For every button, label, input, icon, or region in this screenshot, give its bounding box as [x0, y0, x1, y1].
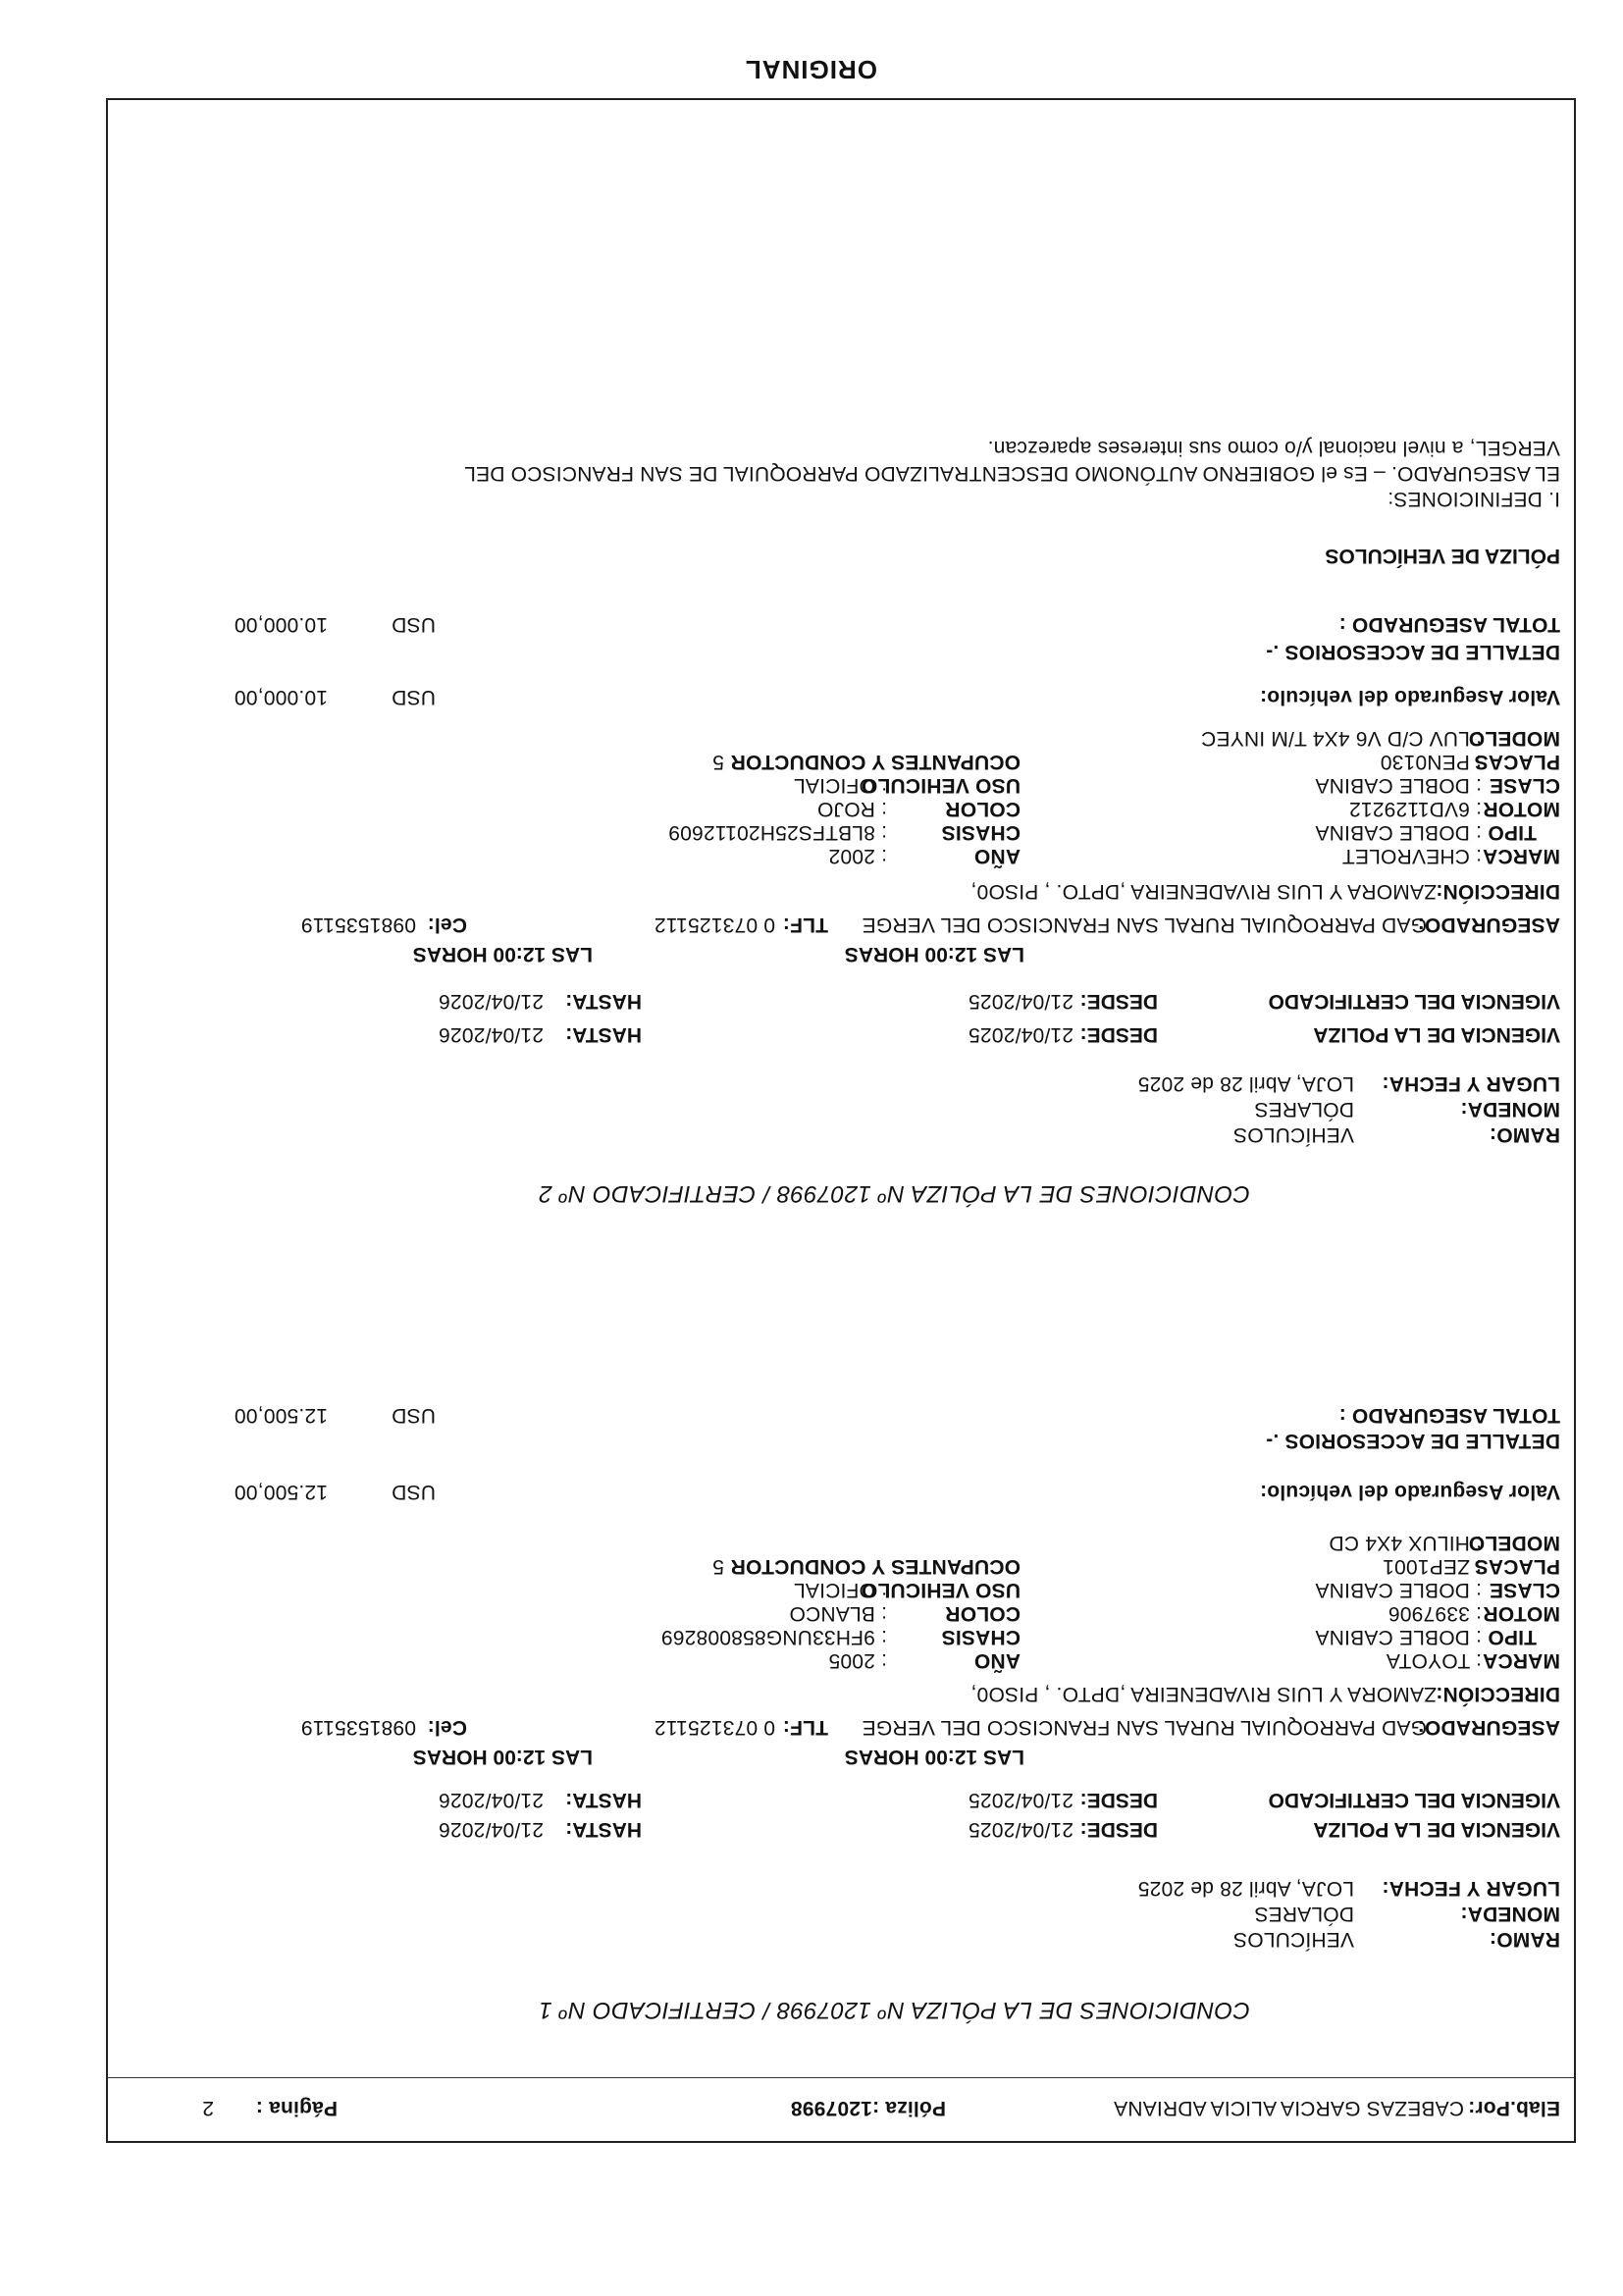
placas-value: : ZEP1001 [1382, 1555, 1482, 1578]
desde-label: DESDE: [1079, 1818, 1158, 1841]
cel-label: Cel: [427, 1716, 467, 1739]
poliza-number: Póliza :1207998 [790, 2097, 946, 2119]
cel-value: 0981535119 [300, 1716, 416, 1739]
ocupantes-value: : 5 [712, 1555, 736, 1578]
valor-asegurado-label: Valor Asegurado del vehículo: [1259, 1481, 1560, 1503]
placas-label: PLACAS [1474, 751, 1560, 773]
hasta-value: 21/04/2026 [438, 1789, 544, 1811]
direccion-label: DIRECCIÓN: [1436, 1683, 1560, 1705]
clase-label: CLASE [1489, 774, 1560, 797]
clase-value: : DOBLE CABINA [1315, 1579, 1482, 1601]
horas-desde: LAS 12:00 HORAS [844, 943, 1024, 965]
valor-asegurado-label: Valor Asegurado del vehículo: [1259, 686, 1560, 708]
vigencia-certificado-label: VIGENCIA DEL CERTIFICADO [1268, 1789, 1560, 1811]
lugar-label: LUGAR Y FECHA: [1382, 1877, 1560, 1900]
moneda-label: MONEDA: [1460, 1098, 1560, 1121]
asegurado-value: GAD PARROQUIAL RURAL SAN FRANCISCO DEL VERGE [862, 913, 1427, 936]
tlf-value: 0 073125112 [654, 913, 775, 936]
hasta-label: HASTA: [565, 1818, 642, 1841]
cert-title: CONDICIONES DE LA PÓLIZA Nº 1207998 / CERTIFICADO Nº 2 [538, 1180, 1250, 1207]
anio-value: : 2002 [828, 845, 887, 867]
certificate-1 [104, 1336, 1574, 2082]
tlf-label: TLF: [782, 1716, 828, 1739]
hasta-value: 21/04/2026 [438, 1023, 544, 1046]
motor-value: : 6VD1129212 [1348, 798, 1482, 820]
modelo-label: MODELO [1468, 1532, 1560, 1554]
tipo-label: TIPO [1488, 1626, 1537, 1648]
desde-label: DESDE: [1079, 1023, 1158, 1046]
desde-value: 21/04/2025 [968, 1023, 1073, 1046]
usd-label: USD [392, 686, 436, 708]
marca-value: : CHEVROLET [1341, 845, 1482, 867]
hasta-value: 21/04/2026 [438, 1818, 544, 1841]
original-stamp: ORIGINAL [744, 55, 877, 84]
elab-name: CABEZAS GARCIA ALICIA ADRIANA [1113, 2097, 1464, 2119]
horas-hasta: LAS 12:00 HORAS [412, 1746, 593, 1768]
total-asegurado-value: 12.500,00 [234, 1404, 328, 1427]
elab-label: Elab.Por: [1468, 2097, 1560, 2119]
modelo-label: MODELO [1468, 727, 1560, 750]
certificate-2 [104, 437, 1574, 1207]
uso-label: USO VEHICULO [861, 1579, 1021, 1601]
color-label: COLOR [945, 1602, 1021, 1625]
lugar-label: LUGAR Y FECHA: [1382, 1072, 1560, 1095]
asegurado-value: GAD PARROQUIAL RURAL SAN FRANCISCO DEL VERGE [862, 1716, 1427, 1739]
asegurado-label: ASEGURADO: [1417, 913, 1560, 936]
placas-label: PLACAS [1474, 1555, 1560, 1578]
ramo-label: RAMO: [1489, 1123, 1560, 1146]
tlf-label: TLF: [782, 913, 828, 936]
usd-label: USD [392, 613, 436, 636]
color-value: : ROJO [816, 798, 887, 820]
policy-title: PÓLIZA DE VEHÍCULOS [1325, 545, 1560, 567]
chasis-value: : 8LBTFS25H20112609 [668, 821, 887, 844]
modelo-value: : HILUX 4X4 CD [1329, 1532, 1482, 1554]
cel-label: Cel: [427, 913, 467, 936]
ocupantes-label: OCUPANTES Y CONDUCTOR [730, 1555, 1021, 1578]
desde-label: DESDE: [1079, 990, 1158, 1013]
ramo-label: RAMO: [1489, 1928, 1560, 1951]
hasta-label: HASTA: [565, 990, 642, 1013]
clase-value: : DOBLE CABINA [1315, 774, 1482, 797]
asegurado-label: ASEGURADO: [1417, 1716, 1560, 1739]
cert-title: CONDICIONES DE LA PÓLIZA Nº 1207998 / CERTIFICADO Nº 1 [538, 1997, 1250, 2023]
motor-label: MOTOR [1483, 798, 1560, 820]
definitions-heading: I. DEFINICIONES: [1387, 488, 1560, 510]
uso-value: : OFICIAL [793, 774, 887, 797]
page-frame [106, 98, 1576, 2143]
valor-asegurado-value: 12.500,00 [234, 1481, 328, 1503]
usd-label: USD [392, 1481, 436, 1503]
hasta-value: 21/04/2026 [438, 990, 544, 1013]
cel-value: 0981535119 [300, 913, 416, 936]
lugar-value: LOJA, Abril 28 de 2025 [1137, 1877, 1354, 1900]
ramo-value: VEHÍCULOS [1232, 1123, 1354, 1146]
uso-value: : OFICIAL [793, 1579, 887, 1601]
tlf-value: 0 073125112 [654, 1716, 775, 1739]
pagina-label: Página : [255, 2097, 338, 2119]
vigencia-poliza-label: VIGENCIA DE LA POLIZA [1313, 1818, 1560, 1841]
marca-label: MARCA [1482, 845, 1560, 867]
horas-hasta: LAS 12:00 HORAS [412, 943, 593, 965]
anio-label: AÑO [973, 1649, 1021, 1672]
desde-value: 21/04/2025 [968, 1818, 1073, 1841]
hasta-label: HASTA: [565, 1789, 642, 1811]
chasis-value: : 9FH33UNG858008269 [660, 1626, 887, 1648]
ocupantes-label: OCUPANTES Y CONDUCTOR [730, 751, 1021, 773]
motor-value: : 3397906 [1387, 1602, 1482, 1625]
direccion-value: ZAMORA Y LUIS RIVADENEIRA ,DPTO. , PISO0, [970, 880, 1437, 903]
accesorios-label: DETALLE DE ACCESORIOS .- [1266, 641, 1560, 663]
moneda-label: MONEDA: [1460, 1903, 1560, 1925]
ocupantes-value: : 5 [712, 751, 736, 773]
modelo-value: : LUV C/D V6 4X4 T/M INYEC [1200, 727, 1482, 750]
vigencia-poliza-label: VIGENCIA DE LA POLIZA [1313, 1023, 1560, 1046]
motor-label: MOTOR [1483, 1602, 1560, 1625]
horas-desde: LAS 12:00 HORAS [844, 1746, 1024, 1768]
definitions-line-1: EL ASEGURADO. – Es el GOBIERNO AUTÓNOMO DESCENTRALIZADO PARROQUIAL DE SAN FRANCISCO DEL [463, 462, 1560, 485]
total-asegurado-label: TOTAL ASEGURADO : [1338, 1404, 1560, 1427]
total-asegurado-value: 10.000,00 [234, 613, 328, 636]
moneda-value: DÓLARES [1254, 1903, 1354, 1925]
lugar-value: LOJA, Abril 28 de 2025 [1137, 1072, 1354, 1095]
desde-value: 21/04/2025 [968, 990, 1073, 1013]
direccion-label: DIRECCIÓN: [1436, 880, 1560, 903]
placas-value: : PEN0130 [1380, 751, 1482, 773]
chasis-label: CHASIS [941, 821, 1021, 844]
marca-label: MARCA [1482, 1649, 1560, 1672]
ramo-value: VEHÍCULOS [1232, 1928, 1354, 1951]
total-asegurado-label: TOTAL ASEGURADO : [1338, 613, 1560, 636]
direccion-value: ZAMORA Y LUIS RIVADENEIRA ,DPTO. , PISO0, [970, 1683, 1437, 1705]
tipo-value: : DOBLE CABINA [1315, 1626, 1482, 1648]
chasis-label: CHASIS [941, 1626, 1021, 1648]
desde-value: 21/04/2025 [968, 1789, 1073, 1811]
anio-label: AÑO [973, 845, 1021, 867]
accesorios-label: DETALLE DE ACCESORIOS .- [1266, 1430, 1560, 1452]
moneda-value: DÓLARES [1254, 1098, 1354, 1121]
marca-value: : TOYOTA [1386, 1649, 1482, 1672]
color-label: COLOR [945, 798, 1021, 820]
anio-value: : 2005 [828, 1649, 887, 1672]
tipo-value: : DOBLE CABINA [1315, 821, 1482, 844]
vigencia-certificado-label: VIGENCIA DEL CERTIFICADO [1268, 990, 1560, 1013]
uso-label: USO VEHICULO [861, 774, 1021, 797]
usd-label: USD [392, 1404, 436, 1427]
tipo-label: TIPO [1488, 821, 1537, 844]
hasta-label: HASTA: [565, 1023, 642, 1046]
color-value: : BLANCO [789, 1602, 887, 1625]
clase-label: CLASE [1489, 1579, 1560, 1601]
valor-asegurado-value: 10.000,00 [234, 686, 328, 708]
pagina-number: 2 [202, 2097, 214, 2119]
desde-label: DESDE: [1079, 1789, 1158, 1811]
definitions-line-2: VERGEL, a nivel nacional y/o como sus intereses aparezcan. [987, 437, 1560, 459]
